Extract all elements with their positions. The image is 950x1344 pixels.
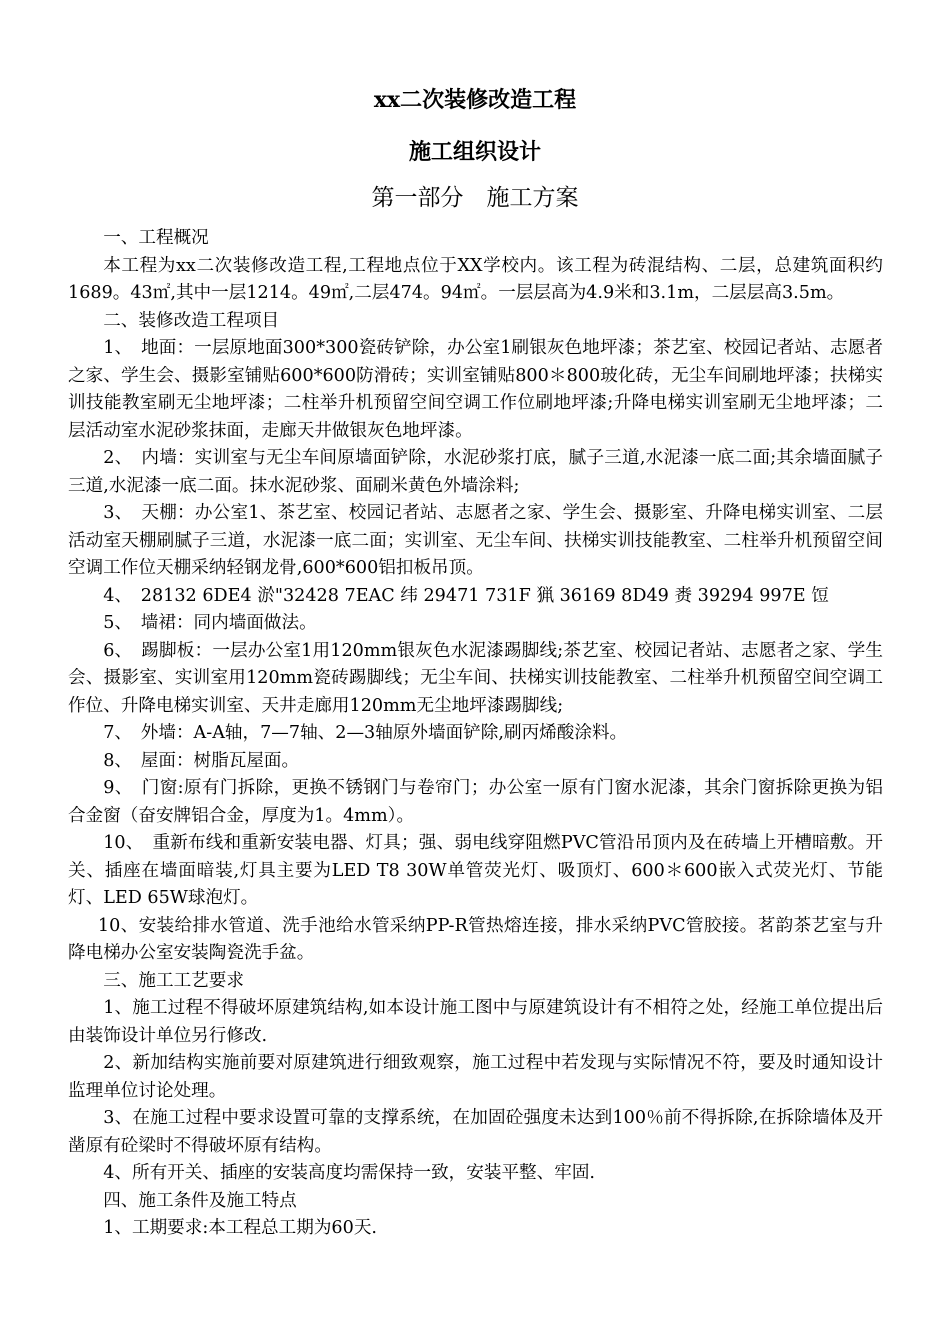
paragraph: 7、 外墙：A-A轴，7—7轴、2—3轴原外墙面铲除,刷丙烯酸涂料。 xyxy=(103,723,628,743)
paragraph: 2、新加结构实施前要对原建筑进行细致观察，施工过程中若发现与实际情况不符，要及时通知设计监理单位讨论处理。 xyxy=(68,1053,883,1101)
paragraph: 4、所有开关、插座的安装高度均需保持一致，安装平整、牢固. xyxy=(103,1163,596,1183)
paragraph: 1、 地面：一层原地面300*300瓷砖铲除，办公室1刷银灰色地坪漆；茶艺室、校园记者站、志愿者之家、学生会、摄影室铺贴600*600防滑砖；实训室铺贴800＊800玻化砖，无尘车间刷地坪漆；扶梯实训技能教室刷无尘地坪漆；二柱举升机预留空间空调工作位刷地坪漆;升降电梯实训室刷无尘地坪漆；二层活动室水泥砂浆抹面，走廊天井做银灰色地坪漆。 xyxy=(68,338,883,441)
section-heading: 四、施工条件及施工特点 xyxy=(103,1190,297,1211)
paragraph: 2、 内墙：实训室与无尘车间原墙面铲除，水泥砂浆打底，腻子三道,水泥漆一底二面;其余墙面腻子三道,水泥漆一底二面。抹水泥砂浆、面刷米黄色外墙涂料; xyxy=(68,448,883,496)
section-heading: 一、工程概况 xyxy=(103,228,209,248)
document-title: xx二次装修改造工程 xyxy=(373,87,577,113)
paragraph: 10、 重新布线和重新安装电器、灯具；强、弱电线穿阻燃PVC管沿吊顶内及在砖墙上开槽暗敷。开关、插座在墙面暗装,灯具主要为LED T8 30W单管荧光灯、吸顶灯、600＊600嵌入式荧光灯、节能灯、LED 65W球泡灯。 xyxy=(68,833,883,908)
paragraph: 3、 天棚：办公室1、茶艺室、校园记者站、志愿者之家、学生会、摄影室、升降电梯实训室、二层活动室天棚刷腻子三道，水泥漆一底二面；实训室、无尘车间、扶梯实训技能教室、二柱举升机预留空间空调工作位天棚采纳轻钢龙骨,600*600铝扣板吊顶。 xyxy=(68,503,883,578)
paragraph: 1、施工过程不得破坏原建筑结构,如本设计施工图中与原建筑设计有不相符之处，经施工单位提出后由装饰设计单位另行修改. xyxy=(68,998,883,1046)
paragraph: 9、 门窗:原有门拆除，更换不锈钢门与卷帘门；办公室一原有门窗水泥漆，其余门窗拆除更换为铝合金窗（奋安牌铝合金，厚度为1。4mm）。 xyxy=(68,778,883,826)
paragraph: 5、 墙裙：同内墙面做法。 xyxy=(103,613,317,633)
paragraph: 本工程为xx二次装修改造工程,工程地点位于XX学校内。该工程为砖混结构、二层，总建筑面积约1689。43㎡,其中一层1214。49㎡,二层474。94㎡。一层层高为4.9米和3.1m，二层层高3.5m。 xyxy=(68,255,883,303)
part-title: 第一部分 施工方案 xyxy=(371,185,579,211)
document-body xyxy=(68,225,883,1243)
paragraph: 4、 28132 6DE4 淤"32428 7EAC 纬 29471 731F 猟 36169 8D49 赉 39294 997E 饾 xyxy=(103,585,829,606)
paragraph: 1、工期要求:本工程总工期为60天. xyxy=(103,1218,378,1238)
paragraph: 3、在施工过程中要求设置可靠的支撑系统，在加固砼强度未达到100％前不得拆除,在拆除墙体及开凿原有砼梁时不得破坏原有结构。 xyxy=(68,1108,883,1156)
section-heading: 三、施工工艺要求 xyxy=(103,970,244,991)
section-heading: 二、装修改造工程项目 xyxy=(103,310,280,331)
document-subtitle: 施工组织设计 xyxy=(408,139,541,165)
paragraph: 10、安装给排水管道、洗手池给水管采纳PP-R管热熔连接，排水采纳PVC管胶接。茗韵茶艺室与升降电梯办公室安装陶瓷洗手盆。 xyxy=(68,915,883,963)
paragraph: 8、 屋面：树脂瓦屋面。 xyxy=(103,750,300,771)
paragraph: 6、 踢脚板：一层办公室1用120mm银灰色水泥漆踢脚线;茶艺室、校园记者站、志愿者之家、学生会、摄影室、实训室用120mm瓷砖踢脚线；无尘车间、扶梯实训技能教室、二柱举升机预留空间空调工作位、升降电梯实训室、天井走廊用120mm无尘地坪漆踢脚线; xyxy=(68,640,883,716)
